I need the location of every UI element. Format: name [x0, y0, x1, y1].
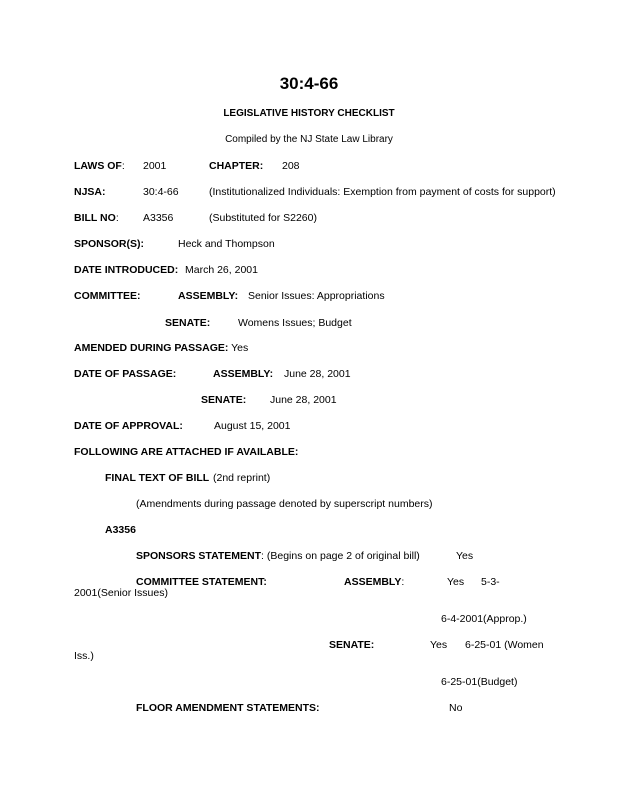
- committee-assembly-label: ASSEMBLY:: [178, 290, 239, 302]
- committee-statement-senate-yes: Yes: [430, 639, 448, 651]
- date-of-passage-label: DATE OF PASSAGE:: [74, 368, 177, 380]
- floor-amendment-value: No: [449, 702, 463, 714]
- date-introduced-label: DATE INTRODUCED:: [74, 264, 179, 276]
- committee-statement-label: COMMITTEE STATEMENT:: [136, 576, 267, 588]
- committee-statement-assembly-date-cont: 2001(Senior Issues): [74, 587, 168, 599]
- committee-statement-assembly-date-start: 5-3-: [481, 576, 500, 588]
- sponsors-statement-value: Yes: [456, 550, 474, 562]
- sponsors-value: Heck and Thompson: [178, 238, 275, 250]
- committee-statement-assembly-label: ASSEMBLY:: [344, 576, 405, 588]
- floor-amendment-label: FLOOR AMENDMENT STATEMENTS:: [136, 702, 320, 714]
- chapter-value: 208: [282, 160, 300, 172]
- laws-of-label: LAWS OF:: [74, 160, 125, 172]
- passage-senate-value: June 28, 2001: [270, 394, 337, 406]
- sponsors-statement: SPONSORS STATEMENT: (Begins on page 2 of original bill): [136, 550, 420, 562]
- bill-substitution-note: (Substituted for S2260): [209, 212, 317, 224]
- committee-assembly-value: Senior Issues: Appropriations: [248, 290, 385, 302]
- passage-senate-label: SENATE:: [201, 394, 247, 406]
- sponsors-label: SPONSOR(S):: [74, 238, 145, 250]
- final-text-value: (2nd reprint): [213, 472, 271, 484]
- passage-assembly-label: ASSEMBLY:: [213, 368, 274, 380]
- njsa-label: NJSA:: [74, 186, 106, 198]
- passage-assembly-value: June 28, 2001: [284, 368, 351, 380]
- committee-senate-label: SENATE:: [165, 317, 211, 329]
- page-title: 30:4-66: [279, 74, 339, 93]
- attached-bill-number: A3356: [105, 524, 136, 536]
- date-of-approval-label: DATE OF APPROVAL:: [74, 420, 183, 432]
- committee-statement-assembly-yes: Yes: [447, 576, 465, 588]
- committee-label: COMMITTEE:: [74, 290, 141, 302]
- committee-statement-senate-date2: 6-25-01(Budget): [441, 676, 518, 688]
- committee-senate-value: Womens Issues; Budget: [238, 317, 352, 329]
- checklist-title: LEGISLATIVE HISTORY CHECKLIST: [223, 108, 395, 119]
- laws-of-year: 2001: [143, 160, 167, 172]
- compiled-by: Compiled by the NJ State Law Library: [225, 134, 393, 145]
- date-introduced-value: March 26, 2001: [185, 264, 258, 276]
- amendments-note: (Amendments during passage denoted by superscript numbers): [136, 498, 433, 510]
- committee-statement-senate-date-cont: Iss.): [74, 650, 94, 662]
- committee-statement-senate-label: SENATE:: [329, 639, 375, 651]
- chapter-label: CHAPTER:: [209, 160, 264, 172]
- final-text-label: FINAL TEXT OF BILL: [105, 472, 210, 484]
- amended-during-passage: AMENDED DURING PASSAGE: Yes: [74, 342, 249, 354]
- njsa-value: 30:4-66: [143, 186, 179, 198]
- bill-no-label: BILL NO:: [74, 212, 119, 224]
- date-of-approval-value: August 15, 2001: [214, 420, 291, 432]
- njsa-description: (Institutionalized Individuals: Exemption from payment of costs for support): [209, 186, 556, 198]
- attached-heading: FOLLOWING ARE ATTACHED IF AVAILABLE:: [74, 446, 299, 458]
- bill-no-value: A3356: [143, 212, 174, 224]
- committee-statement-assembly-date2: 6-4-2001(Approp.): [441, 613, 527, 625]
- committee-statement-senate-date-start: 6-25-01 (Women: [465, 639, 544, 651]
